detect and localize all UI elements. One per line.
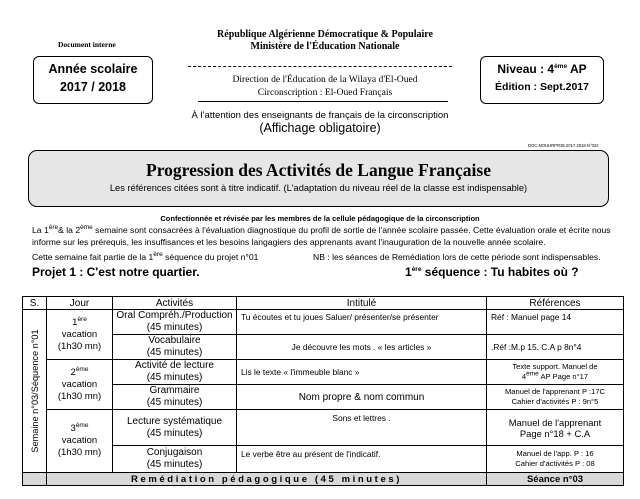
vacation-3-num: 3ème <box>70 421 89 434</box>
reference-cell: Réf : Manuel page 14 <box>487 310 624 335</box>
vacation-1-word: vacation <box>61 328 98 340</box>
header-s: S. <box>23 297 47 310</box>
attention-note: À l'attention des enseignants de français de la circonscription <box>191 110 449 121</box>
header-intitule: Intitulé <box>237 297 487 310</box>
table-row <box>23 310 624 335</box>
annee-scolaire-box <box>33 56 153 104</box>
intitule-cell: Tu écoutes et tu joues Saluer/ présenter/se présenter <box>237 310 487 335</box>
intro-paragraph: La 1ère& la 2ème semaine sont consacrées à l'évaluation diagnostique du profil de sortie de l'année scolaire passée. Cette évaluation orale et écrite nous informe sur les prérequis, les insuffisances et les besoins langagiers des apprenants avant l'inauguration de la nouvelle année scolaire. <box>32 224 611 248</box>
vacation-1-cell <box>47 310 113 360</box>
table-row <box>23 446 624 473</box>
vacation-3-word: vacation <box>61 435 98 446</box>
remediation-empty-cell <box>23 473 47 486</box>
vacation-2-word: vacation <box>61 378 98 390</box>
seance-label: Séance n°03 <box>487 473 624 486</box>
affichage-obligatoire: (Affichage obligatoire) <box>259 121 381 135</box>
direction-underline <box>198 101 448 102</box>
direction-heading: Direction de l'Éducation de la Wilaya d'El-Oued <box>232 74 418 85</box>
intitule-cell: Le verbe être au présent de l'indicatif. <box>237 446 487 473</box>
header-jour: Jour <box>47 297 113 310</box>
intitule-cell: Je découvre les mots . « les articles » <box>237 335 487 360</box>
sequence-title: 1ère séquence : Tu habites où ? <box>405 265 579 279</box>
table-row <box>23 335 624 360</box>
niveau-label: Niveau : 4ème AP <box>497 62 587 76</box>
document-subtitle: Les références citées sont à titre indicatif. (L'adaptation du niveau réel de la classe est indispensable) <box>109 183 528 193</box>
table-row <box>23 360 624 385</box>
annee-scolaire-label: Année scolaire <box>48 62 138 76</box>
edition-label: Édition : Sept.2017 <box>495 81 589 93</box>
vacation-3-cell <box>47 410 113 473</box>
nb-note: NB : les séances de Remédiation lors de cette période sont indispensables. <box>313 252 601 262</box>
confection-note: Confectionnée et révisée par les membres de la cellule pédagogique de la circonscription <box>160 214 480 223</box>
document-internal-label: Document interne <box>58 40 116 49</box>
activity-cell: Vocabulaire (45 minutes) <box>113 335 237 360</box>
activity-cell: Lecture systématique (45 minutes) <box>113 410 237 446</box>
table-row <box>23 385 624 410</box>
intitule-cell: Lis le texte « l'immeuble blanc » <box>237 360 487 385</box>
reference-cell: Manuel de l'app. P : 16 Cahier d'activités P : 08 <box>487 446 624 473</box>
vacation-2-num: 2ème <box>70 365 89 378</box>
intitule-cell: Nom propre & nom commun <box>237 385 487 410</box>
projet-title: Projet 1 : C'est notre quartier. <box>32 265 200 279</box>
vacation-1-num: 1ère <box>72 315 87 328</box>
reference-cell: Texte support. Manuel de 4ème AP Page n°17 <box>487 360 624 385</box>
vacation-2-duration: (1h30 mn) <box>57 390 102 402</box>
progression-table <box>22 296 624 486</box>
header-divider <box>188 66 452 67</box>
document-title: Progression des Activités de Langue Française <box>146 160 491 180</box>
semaine-label: Semaine n°03/Séquence n°01 <box>30 329 40 453</box>
semaine-note: Cette semaine fait partie de la 1ère séquence du projet n°01 <box>32 251 259 262</box>
vacation-1-duration: (1h30 mn) <box>57 340 102 352</box>
annee-scolaire-years: 2017 / 2018 <box>59 80 127 94</box>
table-row <box>23 410 624 446</box>
remediation-label: Remédiation pédagogique (45 minutes) <box>47 473 487 486</box>
activity-cell: Conjugaison (45 minutes) <box>113 446 237 473</box>
header-activites: Activités <box>113 297 237 310</box>
remediation-row <box>23 473 624 486</box>
republic-heading: République Algérienne Démocratique & Populaire <box>217 29 433 40</box>
reference-cell: Manuel de l'apprenant Page n°18 + C.A <box>487 410 624 446</box>
doc-reference: DOC.MOUHRPR38.2017.2018.N°022 <box>528 143 599 148</box>
circonscription-heading: Circonscription : El-Oued Français <box>257 87 393 98</box>
vacation-2-cell <box>47 360 113 410</box>
reference-cell: Manuel de l'apprenant P :17C Cahier d'activités P : 9n°5 <box>487 385 624 410</box>
intitule-cell: Sons et lettres . <box>237 410 487 446</box>
ministry-heading: Ministère de l'Éducation Nationale <box>250 41 400 52</box>
semaine-cell <box>23 310 47 473</box>
reference-cell: .Réf :M.p 15. C.A p 8n°4 <box>487 335 624 360</box>
activity-cell: Activité de lecture (45 minutes) <box>113 360 237 385</box>
activity-cell: Oral Compréh./Production (45 minutes) <box>113 310 237 335</box>
table-header-row <box>23 297 624 310</box>
activity-cell: Grammaire (45 minutes) <box>113 385 237 410</box>
header-references: Références <box>487 297 624 310</box>
vacation-3-duration: (1h30 mn) <box>57 447 102 458</box>
niveau-box <box>480 56 604 104</box>
